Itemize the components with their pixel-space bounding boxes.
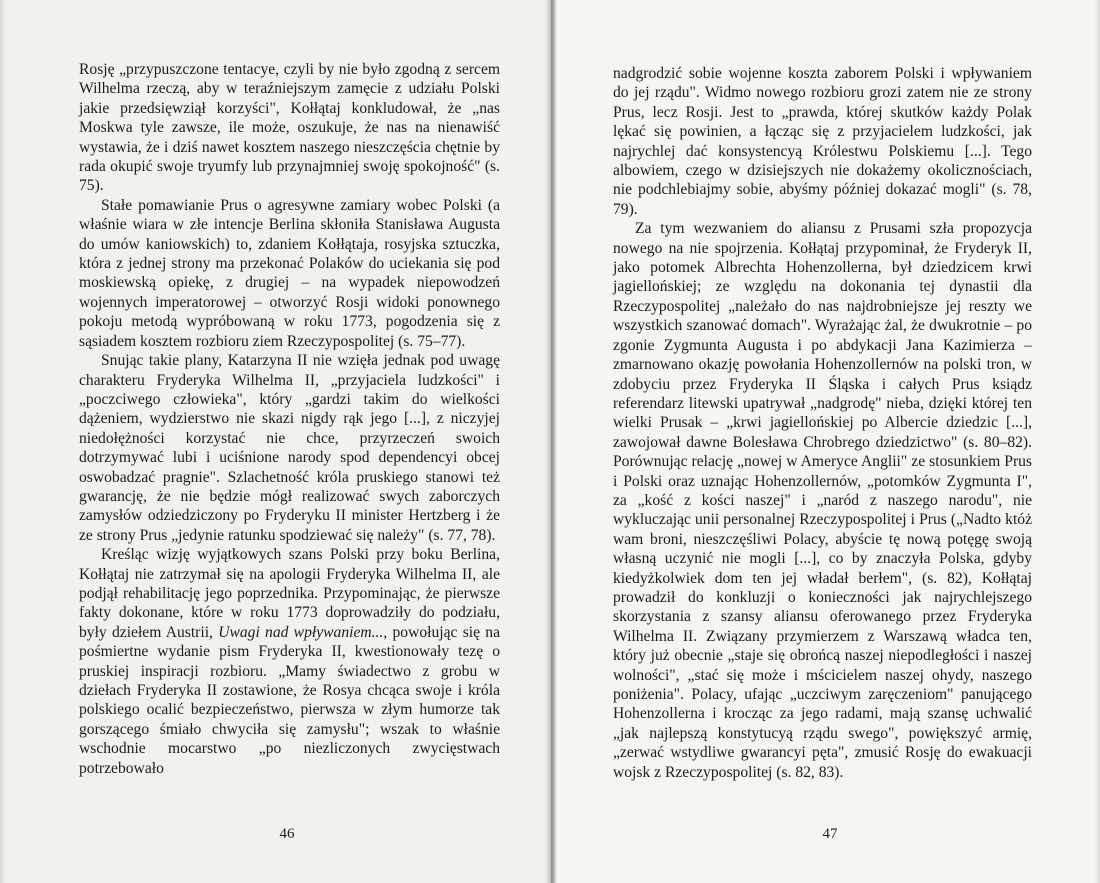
paragraph-4 — [79, 545, 500, 778]
book-gutter — [545, 0, 557, 883]
page-number: 46 — [279, 826, 295, 842]
paragraph-2: Stałe pomawianie Prus o agresywne zamiary wobec Polski (a właśnie wiara w złe intencje Berlina skłoniła Stanisława Augusta do umów kaniowskich) to, zdaniem Kołłątaja, rosyjska sztuczka, która z jednej strony ma przekonać Polaków do uciekania się pod moskiewską opiekę, z drugiej – na wypadek niepowodzeń wojennych imperatorowej – otworzyć Rosji widoki ponownego pokoju metodą wypróbowaną w roku 1773, pogodzenia się z sąsiadem kosztem rozbioru ziem Rzeczypospolitej (s. 75–77). — [79, 196, 500, 350]
page-edge-shadow — [0, 0, 6, 883]
paragraph-2: Za tym wezwaniem do aliansu z Prusami szła propozycja nowego na nie spojrzenia. Kołłątaj przypominał, że Fryderyk II, jako potomek Albrechta Hohenzollerna, był dziedzicem krwi jagiellońskiej; ze względu na dokonania tej dynastii dla Rzeczypospolitej „należało do nas najdrobniejsze jej reszty we wszystkich szanować domach". Wyrażając żal, że dwukrotnie – po zgonie Zygmunta Augusta i po abdykacji Jana Kazimierza – zmarnowano okazję powołania Hohenzollernów na polski tron, w zdobyciu przez Fryderyka II Śląska i całych Prus ksiądz referendarz litewski upatrywał „nadgrodę" nieba, dzięki której ten wielki Prusak – „krwi jagiellońskiej po Albercie dziedzic [...], zawojował dawne Bolesława Chrobrego dziedzictwo" (s. 80–82). Porównując relację „nowej w Ameryce Anglii" ze stosunkiem Prus i Polski oraz uznając Hohenzollernów, „potomków Zygmunta I", za „kość z kości naszej" i „naród z naszego narodu", nie wykluczając unii personalnej Rzeczypospolitej i Prus („Nadto któż wam broni, nieszczęśliwi Polacy, abyście tę nową potęgę swoją własną uczynić nie mogli [...], co by znaczyła Polska, gdyby kiedyżkolwiek dom ten jej władał berłem", (s. 82), Kołłątaj prowadził do konkluzji o konieczności jak najrychlejszego skorzystania z szansy aliansu oferowanego przez Fryderyka Wilhelma II. Związany przymierzem z Warszawą władca ten, który już obecnie „staje się obrońcą naszej niepodległości i naszej wolności", „stać się może i mścicielem naszej ohydy, naszego poniżenia". Polacy, ufając „uczciwym zaręczeniom" panującego Hohenzollerna i krocząc za jego radami, mają szansę uchwalić „jak najlepszą konstytucyą rządu swego", powiększyć armię, „zerwać wstydliwe gwarancyi pęta", zmusić Rosję do ewakuacji wojsk z Rzeczypospolitej (s. 82, 83). — [613, 220, 1032, 781]
paragraph-4-text-b: , powołując się na pośmiertne wydanie pism Fryderyka II, kwestionowały tezę o pruskiej inspiracji rozbioru. „Mamy świadectwo z grobu w dziełach Fryderyka II zostawione, że Rosya chcąca swoje i króla polskiego ocalić bezpieczeństwo, pierwsza w złym humorze tak gorszącego śmiało chwyciła się zamysłu"; wszak to właśnie wschodnie mocarstwo „po niezliczonych zwycięstwach potrzebowało — [79, 623, 500, 777]
book-title-italic: Uwagi nad wpływaniem... — [218, 623, 384, 641]
right-page-text — [613, 64, 1032, 782]
page-edge-shadow — [1094, 0, 1100, 883]
paragraph-3: Snując takie plany, Katarzyna II nie wzięła jednak pod uwagę charakteru Fryderyka Wilhelma II, „przyjaciela ludzkości" i „poczciwego człowieka", który „gardzi takim do wielkości dążeniem, wydzierstwo nie skazi nigdy rąk jego [...], z niczyjej niedołężności korzystać nie chce, przyrzeczeń swoich dotrzymywać lubi i uciśnione narody spod dependencyi obcej oswobadzać pragnie". Szlachetność króla pruskiego stanowi też gwarancję, że nie będzie mógł realizować swych zaborczych zamysłów odziedziczony po Fryderyku II minister Hertzberg i że ze strony Prus „jedynie ratunku spodziewać się należy" (s. 77, 78). — [79, 352, 500, 544]
right-page — [550, 0, 1100, 883]
paragraph-1: nadgrodzić sobie wojenne koszta zaborem Polski i wpływaniem do jej rządu". Widmo nowego rozbioru grozi zatem nie ze strony Prus, lecz Rosji. Jest to „prawda, której skutków każdy Polak lękać się powinien, a łącząc się z przyjacielem ludzkości, jak najrychlej dać konsystencyą Królestwu Polskiemu [...]. Tego albowiem, czego w dzisiejszych nie dokażemy okolicznościach, nie podchlebiajmy sobie, abyśmy później dokazać mogli" (s. 78, 79). — [613, 65, 1032, 218]
page-number: 47 — [822, 826, 838, 842]
paragraph-4-text-a: Kreśląc wizję wyjątkowych szans Polski przy boku Berlina, Kołłątaj nie zatrzymał się na apologii Fryderyka Wilhelma II, ale podjął rehabilitację jego poprzednika. Przypominając, że pierwsze fakty dokonane, które w roku 1773 doprowadziły do podziału, były dziełem Austrii, — [79, 546, 500, 641]
left-page-text — [79, 60, 500, 778]
paragraph-1: Rosję „przypuszczone tentacye, czyli by nie było zgodną z sercem Wilhelma rzeczą, aby w teraźniejszym zamęcie z udziału Polski jakie przedsięwziął korzyści", Kołłątaj konkludował, że „nas Moskwa tyle zawsze, ile może, oszukuje, że nas na nienawiść wystawia, że i dziś nawet kosztem naszego nieszczęścia chętnie by rada okupić swoje tryumfy lub przynajmniej swoję spokojność" (s. 75). — [79, 61, 500, 195]
